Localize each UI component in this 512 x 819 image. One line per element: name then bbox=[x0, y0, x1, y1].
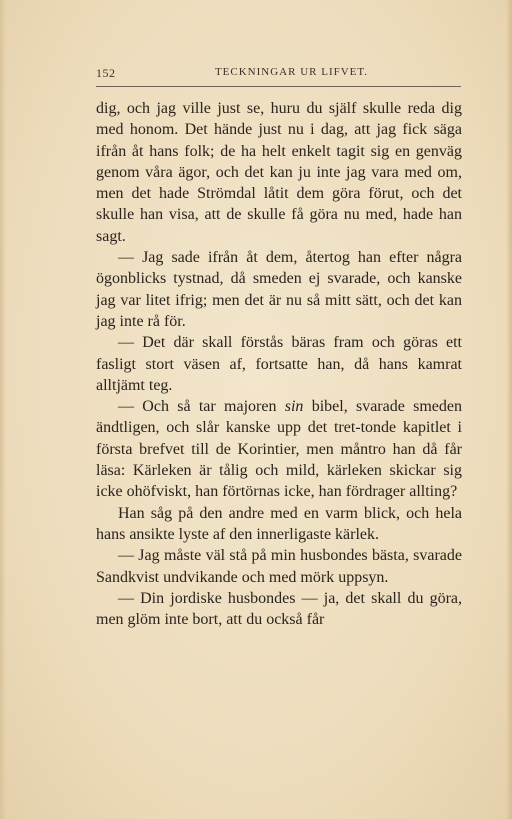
paragraph-text: Han såg på den andre med en varm blick, och hela hans ansikte lyste af den innerligaste kärlek. bbox=[96, 504, 462, 543]
paragraph-text: dig, och jag ville just se, huru du själf skulle reda dig med honom. Det hände just nu i dag, att jag fick säga ifrån åt hans folk; de ha helt enkelt tagit sig en genväg genom våra ägor, och det kan ju inte jag vara med om, men det hade Strömdal låtit dem göra förut, och det skulle han visa, att de skulle få göra nu med, hade han sagt. bbox=[96, 100, 462, 245]
page-edge-right bbox=[506, 0, 512, 819]
paragraph-text: — Jag sade ifrån åt dem, återtog han efter några ögonblicks tystnad, då smeden ej svarade, och kanske jag var litet ifrig; men det är nu så mitt sätt, och det kan jag inte rå för. bbox=[96, 249, 462, 330]
paragraph-text: bibel, svarade smeden ändtligen, och slår kanske upp det tret-tonde kapitlet i första brefvet till de Korintier, men måntro han då får läsa: Kärleken är tålig och mild, kärleken skickar sig icke ohöfviskt, han förtörnas icke, han fördrager allting? bbox=[96, 398, 462, 501]
paragraph-narration bbox=[96, 503, 462, 546]
paragraph-text: — Och så tar majoren bbox=[118, 398, 285, 416]
body-text bbox=[96, 98, 462, 630]
page-edge-left bbox=[0, 0, 6, 819]
paragraph-text: — Det där skall förstås bäras fram och göras ett fasligt stort väsen af, fortsatte han, då hans kamrat alltjämt teg. bbox=[96, 334, 462, 394]
emphasized-word: sin bbox=[284, 398, 304, 416]
running-title: TECKNINGAR UR LIFVET. bbox=[214, 66, 369, 78]
header-rule bbox=[96, 86, 461, 87]
page-number: 152 bbox=[96, 66, 116, 80]
paragraph-dialogue bbox=[96, 588, 462, 631]
paragraph-dialogue bbox=[96, 247, 462, 332]
paragraph-text: — Jag måste väl stå på min husbondes bästa, svarade Sandkvist undvikande och med mörk uppsyn. bbox=[96, 547, 462, 586]
paragraph-text: — Din jordiske husbondes — ja, det skall du göra, men glöm inte bort, att du också får bbox=[96, 589, 462, 629]
paragraph-dialogue bbox=[96, 396, 462, 502]
paragraph-continued bbox=[96, 98, 462, 247]
paragraph-dialogue bbox=[96, 545, 462, 588]
paragraph-dialogue bbox=[96, 332, 462, 396]
running-head bbox=[96, 66, 461, 82]
